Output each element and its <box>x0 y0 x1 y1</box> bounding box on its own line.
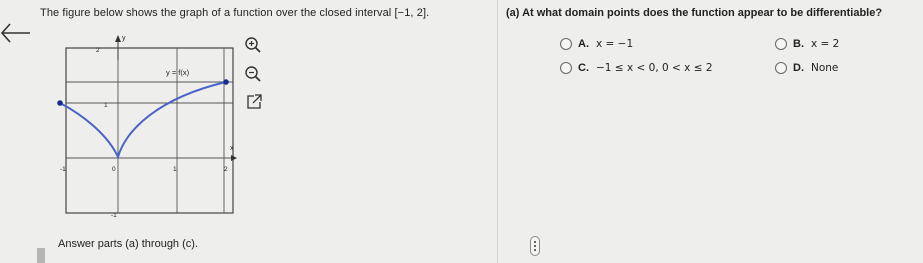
right-endpoint <box>223 79 229 85</box>
scroll-handle[interactable] <box>37 248 45 263</box>
radio-a[interactable] <box>560 38 572 50</box>
option-c[interactable] <box>560 62 713 74</box>
external-window-icon[interactable] <box>245 93 265 113</box>
function-graph <box>48 30 248 220</box>
radio-b[interactable] <box>775 38 787 50</box>
x-tick-2: 2 <box>224 166 228 173</box>
option-d[interactable] <box>775 62 838 74</box>
magnifier-minus-icon[interactable] <box>243 64 263 84</box>
magnifier-plus-icon[interactable] <box>243 35 263 55</box>
option-a-text: x = −1 <box>596 38 634 50</box>
x-axis-label: x <box>230 145 234 152</box>
option-b[interactable] <box>775 38 839 50</box>
problem-statement: The figure below shows the graph of a function over the closed interval [−1, 2]. <box>40 7 430 19</box>
y-tick-2: 2 <box>96 47 100 54</box>
back-arrow-icon[interactable] <box>0 22 30 44</box>
option-c-letter: C. <box>578 62 589 74</box>
option-b-text: x = 2 <box>811 38 840 50</box>
x-tick-neg1: -1 <box>60 166 66 173</box>
option-a-letter: A. <box>578 38 589 50</box>
x-tick-1: 1 <box>173 166 177 173</box>
graph-svg <box>48 30 248 220</box>
option-d-text: None <box>811 62 839 74</box>
panel-divider <box>497 0 498 263</box>
question-a: (a) At what domain points does the function appear to be differentiable? <box>506 7 883 19</box>
answer-parts-note: Answer parts (a) through (c). <box>58 238 198 250</box>
option-c-text: −1 ≤ x < 0, 0 < x ≤ 2 <box>596 62 713 74</box>
y-tick-neg1: -1 <box>111 212 117 219</box>
option-a[interactable] <box>560 38 633 50</box>
function-label: y = f(x) <box>166 68 190 77</box>
y-tick-1: 1 <box>104 102 108 109</box>
more-options-icon[interactable] <box>530 236 540 256</box>
left-endpoint <box>57 100 63 106</box>
radio-c[interactable] <box>560 62 572 74</box>
y-axis-label: y <box>122 35 126 42</box>
option-b-letter: B. <box>793 38 804 50</box>
x-tick-0: 0 <box>112 166 116 173</box>
radio-d[interactable] <box>775 62 787 74</box>
function-curve <box>60 82 226 157</box>
option-d-letter: D. <box>793 62 804 74</box>
